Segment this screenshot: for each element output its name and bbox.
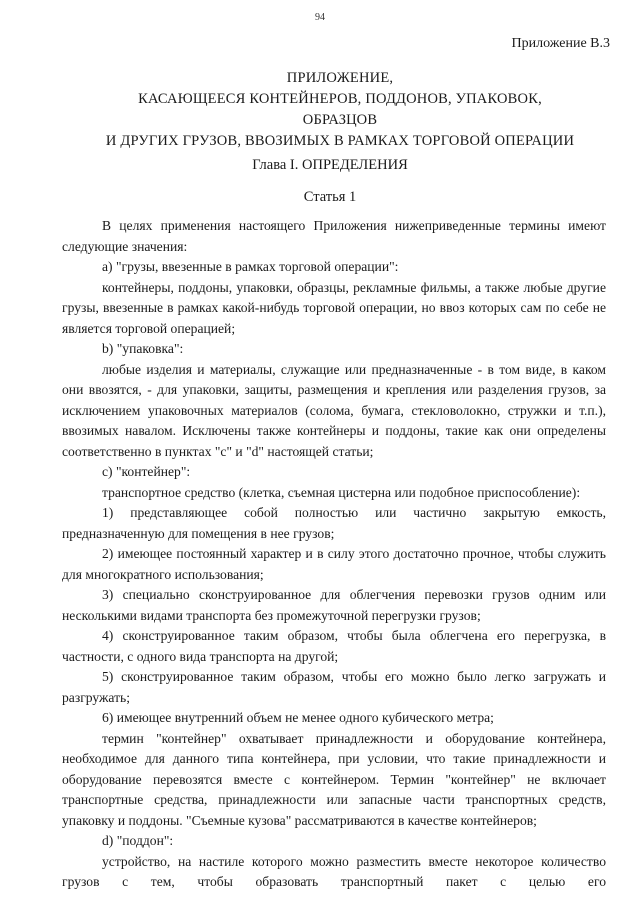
- definition-b-text: любые изделия и материалы, служащие или предназначенные - в том виде, в каком они ввозятся, - для упаковки, защиты, размещения и крепления или разделения грузов, за исключением упаковочных материалов (солома, бумага, стекловолокно, стружки и т.п.), ввозимых навалом. Исключены также контейнеры и поддоны, такие как они определены соответственно в пунктах "c" и "d" настоящей статьи;: [62, 361, 606, 459]
- definition-d-term: d) "поддон":: [102, 833, 174, 848]
- container-criterion-1: 1) представляющее собой полностью или частично закрытую емкость, предназначенную для помещения в нее грузов;: [62, 505, 606, 541]
- container-criterion-6: 6) имеющее внутренний объем не менее одного кубического метра;: [102, 710, 494, 725]
- title-line-2: КАСАЮЩЕЕСЯ КОНТЕЙНЕРОВ, ПОДДОНОВ, УПАКОВОК,: [138, 91, 542, 107]
- article-heading: Статья 1: [303, 189, 357, 205]
- container-criterion-2: 2) имеющее постоянный характер и в силу этого достаточно прочное, чтобы служить для многократного использования;: [62, 546, 606, 582]
- definition-d-text: устройство, на настиле которого можно разместить вместе некоторое количество грузов с тем, чтобы образовать транспортный пакет с целью его: [62, 853, 606, 889]
- appendix-label: Приложение В.3: [511, 36, 610, 51]
- title-line-4: И ДРУГИХ ГРУЗОВ, ВВОЗИМЫХ В РАМКАХ ТОРГОВОЙ ОПЕРАЦИИ: [105, 133, 575, 149]
- definition-a-term: a) "грузы, ввезенные в рамках торговой операции":: [102, 259, 399, 274]
- container-criterion-3: 3) специально сконструированное для облегчения перевозки грузов одним или несколькими видами транспорта без промежуточной перегрузки грузов;: [62, 587, 606, 623]
- container-term-scope: термин "контейнер" охватывает принадлежности и оборудование контейнера, необходимое для данного типа контейнера, при условии, что такие принадлежности и оборудование перевозятся вместе с контейнером. Термин "контейнер" не включает транспортные средства, принадлежности или запасные части транспортных средств, упаковку и поддоны. "Съемные кузова" рассматриваются в качестве контейнеров;: [62, 730, 606, 828]
- paragraph-intro: В целях применения настоящего Приложения нижеприведенные термины имеют следующие значения:: [62, 218, 606, 254]
- definition-c-text: транспортное средство (клетка, съемная цистерна или подобное приспособление):: [102, 484, 581, 500]
- document-title: [60, 68, 620, 152]
- definition-b-term: b) "упаковка":: [102, 341, 184, 356]
- chapter-heading: Глава I. ОПРЕДЕЛЕНИЯ: [252, 157, 408, 173]
- definition-c-term: c) "контейнер":: [102, 464, 191, 479]
- definition-a-text: контейнеры, поддоны, упаковки, образцы, рекламные фильмы, а также любые другие грузы, ввезенные в рамках какой-нибудь торговой операции, но ввоз которых сам по себе не является торговой операцией;: [62, 279, 606, 336]
- title-line-3: ОБРАЗЦОВ: [302, 112, 378, 128]
- article-body: [62, 216, 606, 893]
- container-criterion-5: 5) сконструированное таким образом, чтобы его можно было легко загружать и разгружать;: [62, 669, 606, 705]
- container-criterion-4: 4) сконструированное таким образом, чтобы была облегчена его перегрузка, в частности, с одного вида транспорта на другой;: [62, 628, 606, 664]
- title-line-1: ПРИЛОЖЕНИЕ,: [286, 70, 394, 86]
- page-number: 94: [315, 12, 325, 23]
